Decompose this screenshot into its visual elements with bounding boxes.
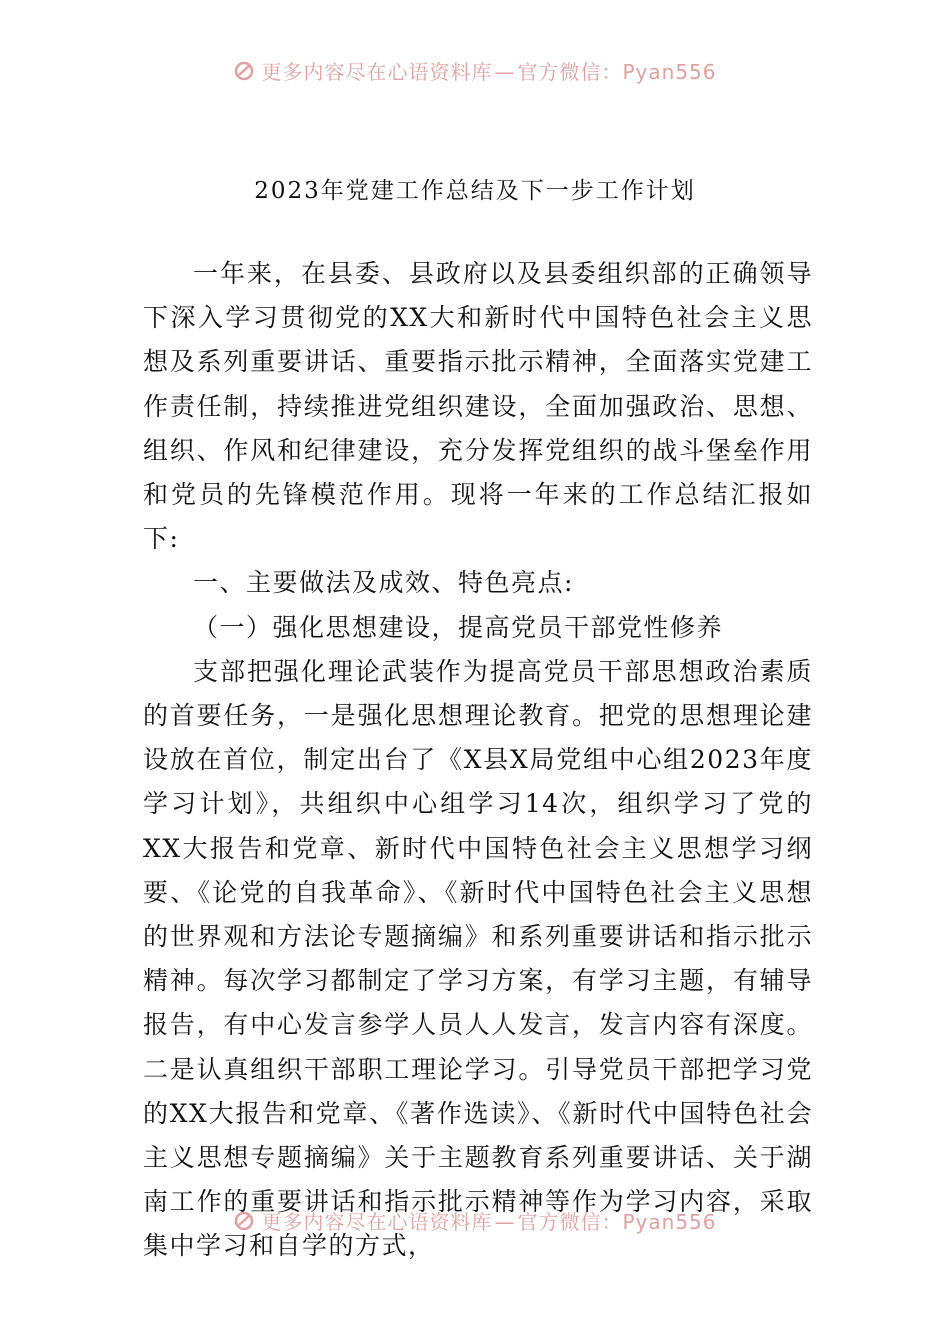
watermark-contact-label: 官方微信： <box>517 60 623 84</box>
document-title: 2023年党建工作总结及下一步工作计划 <box>254 178 696 204</box>
watermark-contact-id: Pyan556 <box>622 60 717 84</box>
document-body <box>143 252 813 1269</box>
section-heading: 一、主要做法及成效、特色亮点: <box>193 568 574 598</box>
watermark-separator: — <box>494 60 516 84</box>
watermark-contact-id: Pyan556 <box>622 1210 717 1234</box>
paragraph-body: 支部把强化理论武装作为提高党员干部思想政治素质的首要任务，一是强化思想理论教育。把党的思想理论建设放在首位，制定出台了《X县X局党组中心组2023年度学习计划》，共组织中心组学习14次，组织学习了党的XX大报告和党章、新时代中国特色社会主义思想学习纲要、《论党的自我革命》、《新时代中国特色社会主义思想的世界观和方法论专题摘编》和系列重要讲话和指示批示精神。每次学习都制定了学习方案，有学习主题，有辅导报告，有中心发言参学人员人人发言，发言内容有深度。二是认真组织干部职工理论学习。引导党员干部把学习党的XX大报告和党章、《著作选读》、《新时代中国特色社会主义思想专题摘编》关于主题教育系列重要讲话、关于湖南工作的重要讲话和指示批示精神等作为学习内容，采取集中学习和自学的方式， <box>143 656 813 1261</box>
watermark-text: 更多内容尽在心语资料库 <box>261 60 493 84</box>
header-watermark <box>0 56 950 90</box>
footer-watermark <box>0 1206 950 1240</box>
watermark-text: 更多内容尽在心语资料库 <box>261 1210 493 1234</box>
watermark-separator: — <box>494 1210 516 1234</box>
watermark-contact-label: 官方微信： <box>517 1210 623 1234</box>
logo-icon <box>233 60 255 82</box>
paragraph-intro: 一年来，在县委、县政府以及县委组织部的正确领导下深入学习贯彻党的XX大和新时代中国特色社会主义思想及系列重要讲话、重要指示批示精神，全面落实党建工作责任制，持续推进党组织建设，全面加强政治、思想、组织、作风和纪律建设，充分发挥党组织的战斗堡垒作用和党员的先锋模范作用。现将一年来的工作总结汇报如下: <box>143 259 813 554</box>
subsection-heading: （一）强化思想建设，提高党员干部党性修养 <box>193 612 724 642</box>
logo-icon <box>233 1210 255 1232</box>
